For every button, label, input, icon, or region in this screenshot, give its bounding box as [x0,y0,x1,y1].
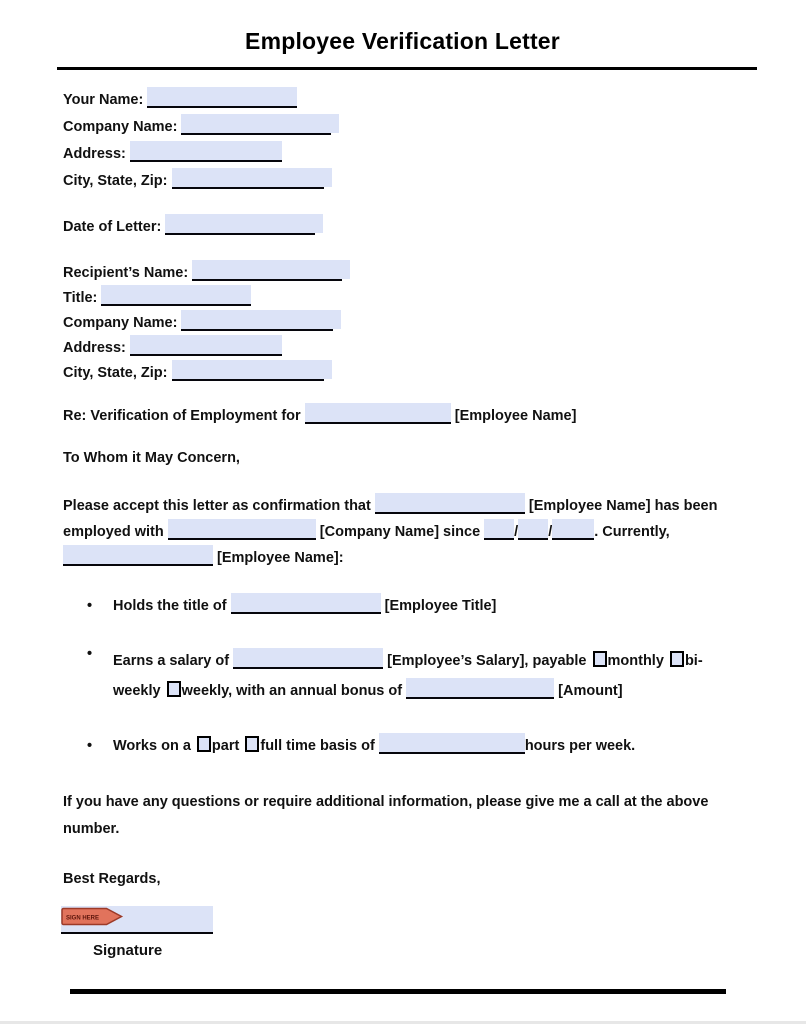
recipient-name-field[interactable] [192,260,342,281]
weekly-checkbox[interactable] [167,681,181,697]
body-text: [Employee Name]: [217,550,344,566]
bullet-title [63,593,742,619]
body-text: [Employee Name] has been [528,498,718,514]
date-day-field[interactable] [518,519,548,540]
closing-line-2: number. [63,821,120,837]
recipient-address-label: Address: [63,340,126,356]
bullet-salary [63,646,742,706]
bullet-text: Works on a [113,738,191,754]
salary-line-1 [113,646,742,676]
company-name-field[interactable] [181,114,331,135]
bullet-text: [Employee Title] [384,598,497,614]
bullet-hours [63,733,742,759]
sign-off: Best Regards, [63,871,161,887]
full-time-label: full time basis of [260,738,375,754]
date-row [63,214,742,241]
monthly-label: monthly [607,653,664,669]
closing-paragraph [63,789,742,843]
hours-per-week-field[interactable] [379,733,525,754]
body-text: . Currently, [594,524,670,540]
part-time-checkbox[interactable] [197,736,211,752]
salary-line-2 [113,676,742,706]
recipient-name-row [63,260,742,285]
annual-bonus-field[interactable] [406,678,554,699]
date-month-field[interactable] [484,519,514,540]
date-of-letter-field[interactable] [165,214,315,235]
bullet-text: hours per week. [524,738,636,754]
footer-divider [70,989,726,994]
recipient-company-label: Company Name: [63,315,178,331]
address-label: Address: [63,146,126,162]
company-name-field-body[interactable] [168,519,316,540]
recipient-title-label: Title: [63,290,98,306]
employee-name-field-1[interactable] [375,493,525,514]
recipient-title-row [63,285,742,310]
recipient-block [63,260,742,385]
recipient-city-field[interactable] [172,360,324,381]
date-slash: / [548,524,553,540]
recipient-company-row [63,310,742,335]
body-text: employed with [63,524,164,540]
biweekly-label-part2: weekly [113,683,161,699]
recipient-name-label: Recipient’s Name: [63,265,189,281]
body-line-1 [63,493,742,519]
re-prefix: Re: Verification of Employment for [63,408,301,424]
sender-address-row [63,141,742,168]
employee-name-field-2[interactable] [63,545,213,566]
body-text: [Company Name] since [319,524,481,540]
bullet-list [63,593,742,759]
bullet-marker: • [87,598,93,614]
your-name-label: Your Name: [63,92,144,108]
recipient-city-label: City, State, Zip: [63,365,168,381]
city-state-zip-field[interactable] [172,168,324,189]
body-line-2 [63,519,742,545]
address-field[interactable] [130,141,282,162]
sender-block [63,87,742,195]
monthly-checkbox[interactable] [593,651,607,667]
bullet-marker: • [87,738,93,754]
recipient-address-row [63,335,742,360]
recipient-city-row [63,360,742,385]
bullet-text: Holds the title of [113,598,227,614]
bullet-text: [Amount] [558,683,623,699]
employee-title-field[interactable] [231,593,381,614]
sender-company-row [63,114,742,141]
signature-field[interactable] [61,906,213,934]
sender-city-row [63,168,742,195]
re-line [63,403,742,428]
salutation: To Whom it May Concern, [63,450,240,466]
your-name-field[interactable] [147,87,297,108]
employee-salary-field[interactable] [233,648,383,669]
company-name-label: Company Name: [63,119,178,135]
biweekly-checkbox[interactable] [670,651,684,667]
part-time-label: part [211,738,240,754]
closing-line-1: If you have any questions or require additional information, please give me a call at the above [63,794,709,810]
sign-here-text: SIGN HERE [66,915,100,922]
date-year-field[interactable] [552,519,594,540]
body-line-3 [63,545,742,571]
body-paragraph [63,493,742,571]
title-divider [57,67,757,70]
city-state-zip-label: City, State, Zip: [63,173,168,189]
date-of-letter-label: Date of Letter: [63,219,162,235]
signature-label: Signature [93,942,163,959]
date-slash: / [514,524,519,540]
re-suffix: [Employee Name] [454,408,577,424]
sender-name-row [63,87,742,114]
bullet-text: weekly, with an annual bonus of [181,683,403,699]
biweekly-label-part1: bi- [684,653,703,669]
page-title: Employee Verification Letter [245,28,560,54]
recipient-company-field[interactable] [181,310,333,331]
recipient-address-field[interactable] [130,335,282,356]
recipient-title-field[interactable] [101,285,251,306]
body-text: Please accept this letter as confirmation that [63,498,371,514]
bullet-text: Earns a salary of [113,653,230,669]
bullet-marker: • [87,646,93,662]
sign-here-tag[interactable] [61,907,125,927]
full-time-checkbox[interactable] [245,736,259,752]
re-employee-name-field[interactable] [305,403,451,424]
bullet-text: [Employee’s Salary], payable [387,653,587,669]
